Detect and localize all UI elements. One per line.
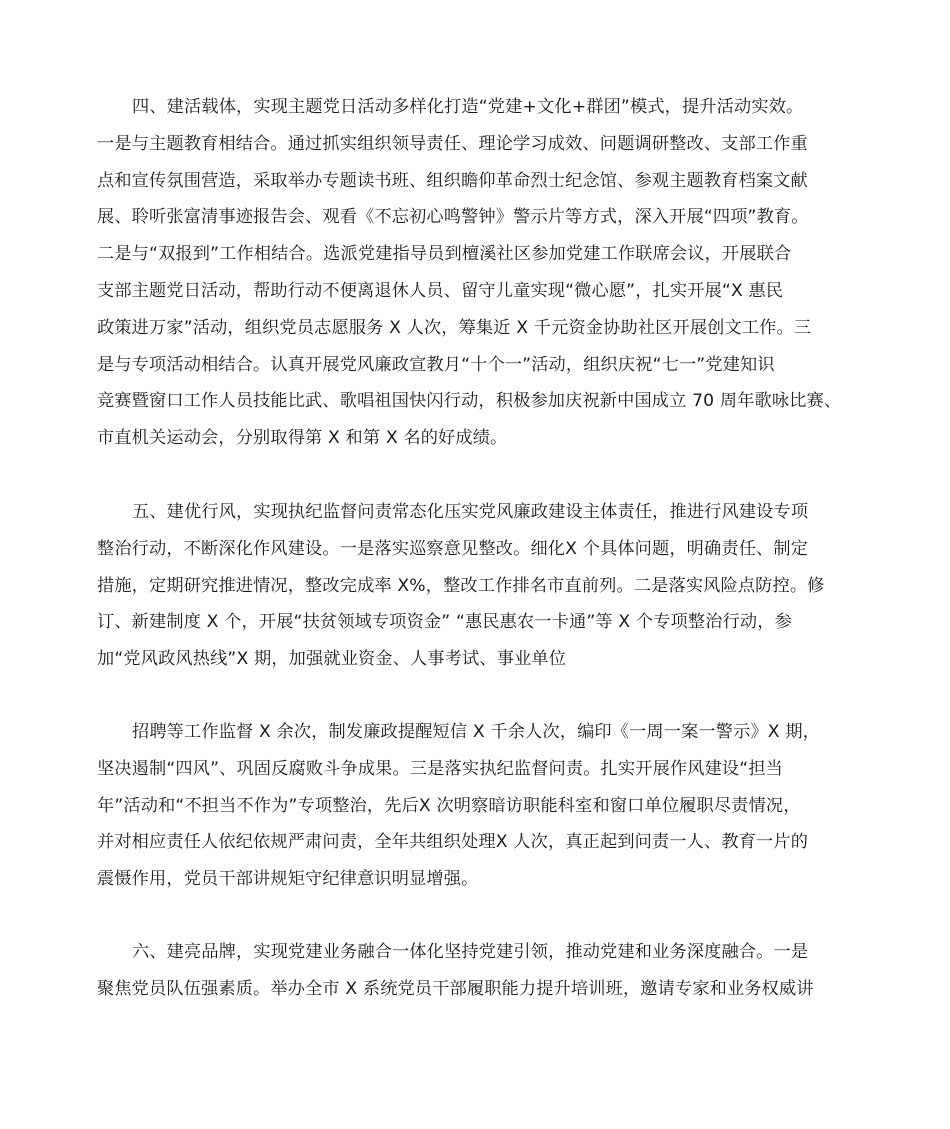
paragraph-line: 聚焦党员队伍强素质。举办全市 X 系统党员干部履职能力提升培训班，邀请专家和业务权威讲 <box>97 978 814 999</box>
paragraph-line: 震慑作用，党员干部讲规矩守纪律意识明显增强。 <box>97 869 479 890</box>
paragraph-line: 并对相应责任人依纪依规严肃问责，全年共组织处理X 人次，真正起到问责一人、教育一片的 <box>97 832 809 853</box>
paragraph-section-5 <box>97 494 863 678</box>
paragraph-line: 加“党风政风热线”X 期，加强就业资金、人事考试、事业单位 <box>97 649 567 670</box>
paragraph-line: 六、建亮品牌，实现党建业务融合一体化坚持党建引领，推动党建和业务深度融合。一是 <box>132 942 809 962</box>
paragraph-line: 五、建优行风，实现执纪监督问责常态化压实党风廉政建设主体责任，推进行风建设专项 <box>132 502 809 522</box>
paragraph-line: 是与专项活动相结合。认真开展党风廉政宣教月“十个一”活动，组织庆祝“七一”党建知识 <box>97 354 775 375</box>
paragraph-line: 点和宣传氛围营造，采取举办专题读书班、组织瞻仰革命烈士纪念馆、参观主题教育档案文献 <box>97 170 808 191</box>
paragraph-line: 措施，定期研究推进情况，整改完成率 X%，整改工作排名市直前列。二是落实风险点防控。修 <box>97 575 825 596</box>
paragraph-line: 政策进万家”活动，组织党员志愿服务 X 人次，筹集近 X 千元资金协助社区开展创文工作。三 <box>97 317 812 338</box>
paragraph-line: 支部主题党日活动，帮助行动不便离退休人员、留守儿童实现“微心愿”，扎实开展“X 惠民 <box>97 280 784 301</box>
paragraph-line: 招聘等工作监督 X 余次，制发廉政提醒短信 X 千余人次，编印《一周一案一警示》X 期， <box>132 722 820 742</box>
paragraph-line: 二是与“双报到”工作相结合。选派党建指导员到檀溪社区参加党建工作联席会议，开展联合 <box>97 244 792 265</box>
paragraph-section-5-continued <box>97 714 863 898</box>
paragraph-section-6 <box>97 934 863 1008</box>
paragraph-line: 展、聆听张富清事迹报告会、观看《不忘初心鸣警钟》警示片等方式，深入开展“四项”教育。 <box>97 207 809 228</box>
paragraph-line: 坚决遏制“四风”、巩固反腐败斗争成果。三是落实执纪监督问责。扎实开展作风建设“担当 <box>97 758 783 779</box>
paragraph-line: 竞赛暨窗口工作人员技能比武、歌唱祖国快闪行动，积极参加庆祝新中国成立 70 周年歌咏比赛、 <box>97 391 842 412</box>
paragraph-line: 市直机关运动会，分别取得第 X 和第 X 名的好成绩。 <box>97 428 508 449</box>
paragraph-line: 年”活动和“不担当不作为”专项整治，先后X 次明察暗访职能科室和窗口单位履职尽责情况， <box>97 795 801 816</box>
paragraph-line: 订、新建制度 X 个，开展“扶贫领域专项资金” “惠民惠农一卡通”等 X 个专项整治行动，参 <box>97 612 792 633</box>
paragraph-line: 四、建活载体，实现主题党日活动多样化打造“党建+文化+群团”模式，提升活动实效。 <box>132 97 804 117</box>
paragraph-section-4 <box>97 89 863 457</box>
paragraph-line: 整治行动，不断深化作风建设。一是落实巡察意见整改。细化X 个具体问题，明确责任、制定 <box>97 538 809 559</box>
paragraph-line: 一是与主题教育相结合。通过抓实组织领导责任、理论学习成效、问题调研整改、支部工作重 <box>97 133 808 154</box>
